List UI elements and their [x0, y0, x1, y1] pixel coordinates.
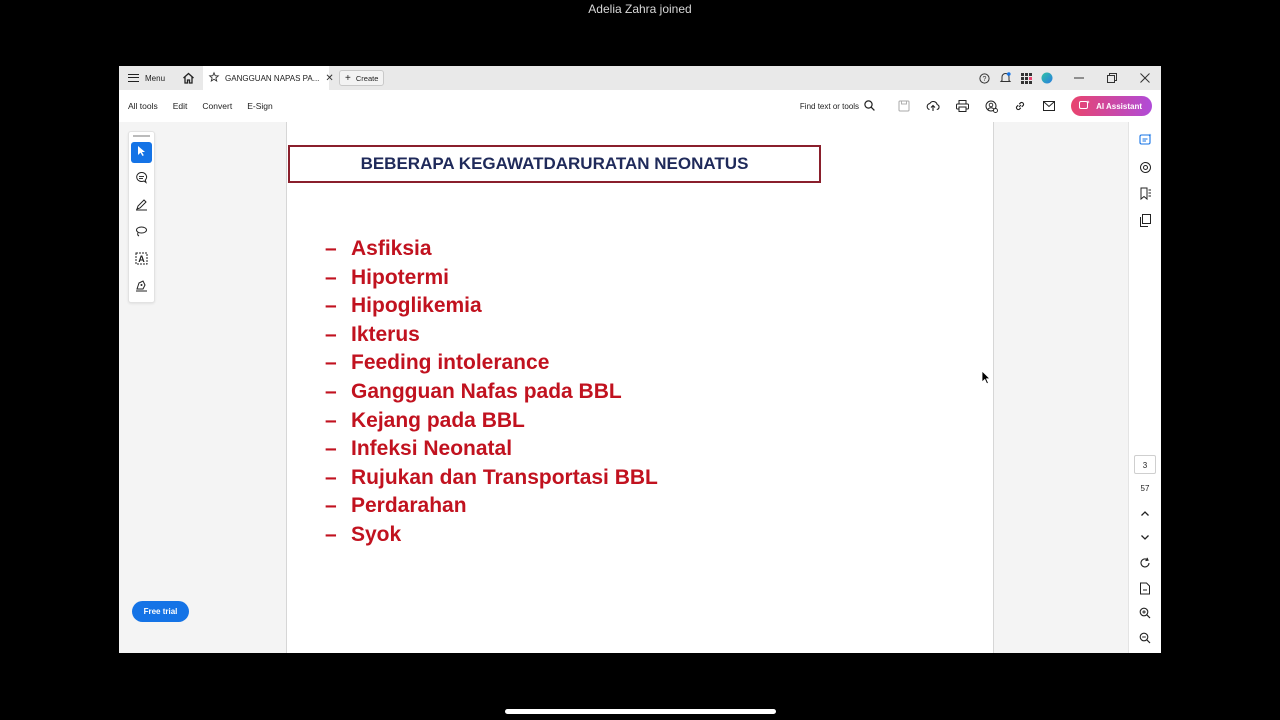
- list-dash: –: [325, 351, 337, 375]
- right-panel: [1128, 122, 1161, 653]
- all-tools-menu[interactable]: All tools: [128, 101, 158, 111]
- svg-text:A: A: [138, 253, 145, 264]
- acrobat-window: [119, 66, 1161, 653]
- comments-panel-icon[interactable]: [1138, 160, 1152, 174]
- convert-menu[interactable]: Convert: [202, 101, 233, 111]
- zoom-out-icon[interactable]: [1138, 631, 1152, 645]
- current-page-input[interactable]: 3: [1134, 455, 1156, 474]
- slide-title: [288, 145, 821, 183]
- emergency-list: [325, 235, 658, 550]
- draw-tool-button[interactable]: [131, 223, 152, 244]
- list-dash: –: [325, 522, 337, 546]
- list-item: [325, 521, 658, 550]
- share-user-icon[interactable]: [984, 99, 998, 113]
- list-item-label: Ikterus: [351, 322, 420, 346]
- star-icon[interactable]: [209, 72, 219, 84]
- list-dash: –: [325, 408, 337, 432]
- bookmarks-icon[interactable]: [1138, 186, 1152, 200]
- list-item-label: Feeding intolerance: [351, 351, 550, 375]
- esign-menu[interactable]: E-Sign: [247, 101, 273, 111]
- text-tool-button[interactable]: [131, 250, 152, 271]
- title-bar-actions: [978, 66, 1161, 90]
- edit-menu[interactable]: Edit: [172, 101, 188, 111]
- text-box-icon: [135, 252, 148, 270]
- find-label: Find text or tools: [799, 101, 860, 111]
- create-button[interactable]: [339, 70, 384, 86]
- list-dash: –: [325, 322, 337, 346]
- tab-title: GANGGUAN NAPAS PA...: [225, 73, 320, 83]
- notification-bell-icon[interactable]: [999, 72, 1011, 84]
- home-indicator[interactable]: [505, 709, 776, 714]
- participant-joined-notice: Adelia Zahra joined: [588, 2, 692, 16]
- list-dash: –: [325, 494, 337, 518]
- list-dash: –: [325, 437, 337, 461]
- left-panel: [119, 122, 286, 653]
- list-item: [325, 464, 658, 493]
- list-item: [325, 264, 658, 293]
- pages-thumbnails-icon[interactable]: [1138, 213, 1152, 227]
- sign-tool-button[interactable]: [131, 277, 152, 298]
- restore-icon[interactable]: [1095, 66, 1128, 90]
- menu-button[interactable]: [128, 74, 165, 83]
- ai-panel-icon[interactable]: [1138, 132, 1152, 146]
- home-icon[interactable]: [181, 71, 195, 85]
- link-icon[interactable]: [1013, 99, 1027, 113]
- highlight-tool-button[interactable]: [131, 196, 152, 217]
- free-trial-button[interactable]: Free trial: [132, 601, 189, 622]
- list-dash: –: [325, 265, 337, 289]
- close-tab-icon[interactable]: ✕: [325, 72, 334, 84]
- select-tool-button[interactable]: [131, 142, 152, 163]
- list-dash: –: [325, 465, 337, 489]
- list-item-label: Hipoglikemia: [351, 294, 482, 318]
- list-item-label: Infeksi Neonatal: [351, 437, 513, 461]
- list-item-label: Perdarahan: [351, 494, 467, 518]
- save-icon[interactable]: [897, 99, 911, 113]
- apps-grid-icon[interactable]: [1020, 72, 1032, 84]
- svg-text:?: ?: [982, 75, 986, 83]
- menu-label: Menu: [145, 73, 166, 83]
- ai-assistant-button[interactable]: [1071, 96, 1152, 116]
- list-item: [325, 492, 658, 521]
- list-item: [325, 321, 658, 350]
- list-item-label: Rujukan dan Transportasi BBL: [351, 465, 658, 489]
- comment-icon: [135, 171, 148, 189]
- ai-assistant-label: AI Assistant: [1096, 101, 1142, 111]
- list-item: [325, 407, 658, 436]
- chevron-up-icon[interactable]: [1138, 506, 1152, 520]
- list-dash: –: [325, 237, 337, 260]
- toolbar-actions: [800, 90, 1152, 122]
- print-icon[interactable]: [955, 99, 969, 113]
- document-viewport[interactable]: [286, 122, 1128, 653]
- search-icon: [864, 100, 875, 113]
- rail-drag-handle[interactable]: [133, 135, 150, 137]
- list-item: [325, 235, 658, 264]
- minimize-icon[interactable]: [1062, 66, 1095, 90]
- cursor-arrow-icon: [136, 144, 147, 162]
- plus-icon: +: [345, 72, 351, 84]
- profile-avatar-icon[interactable]: [1041, 72, 1053, 84]
- page-fit-icon[interactable]: [1138, 581, 1152, 595]
- total-pages: 57: [1140, 484, 1150, 493]
- signature-pen-icon: [135, 279, 148, 297]
- list-item-label: Asfiksia: [351, 237, 432, 260]
- mouse-pointer-icon: [981, 370, 991, 390]
- rotate-icon[interactable]: [1138, 556, 1152, 570]
- help-icon[interactable]: [978, 72, 990, 84]
- list-item-label: Hipotermi: [351, 265, 450, 289]
- hamburger-icon: [128, 74, 139, 82]
- list-item: [325, 349, 658, 378]
- create-label: Create: [355, 73, 379, 83]
- lasso-icon: [135, 225, 148, 243]
- pen-icon: [135, 198, 148, 216]
- list-item-label: Gangguan Nafas pada BBL: [351, 379, 622, 403]
- upload-cloud-icon[interactable]: [926, 99, 940, 113]
- list-item: [325, 435, 658, 464]
- title-bar: [119, 66, 1161, 90]
- document-tab[interactable]: [203, 66, 334, 90]
- chevron-down-icon[interactable]: [1138, 530, 1152, 544]
- slide-title-text: BEBERAPA KEGAWATDARURATAN NEONATUS: [360, 154, 749, 173]
- close-window-icon[interactable]: [1128, 66, 1161, 90]
- zoom-in-icon[interactable]: [1138, 606, 1152, 620]
- quick-tools-rail: [128, 131, 155, 303]
- comment-tool-button[interactable]: [131, 169, 152, 190]
- list-item-label: Kejang pada BBL: [351, 408, 525, 432]
- ai-sparkle-icon: [1079, 100, 1090, 113]
- list-item: [325, 378, 658, 407]
- main-toolbar: [119, 90, 1161, 123]
- list-dash: –: [325, 294, 337, 318]
- pdf-page: [286, 122, 994, 653]
- list-item: [325, 292, 658, 321]
- list-item-label: Syok: [351, 522, 402, 546]
- find-tools-button[interactable]: [800, 100, 875, 113]
- email-icon[interactable]: [1042, 99, 1056, 113]
- list-dash: –: [325, 379, 337, 403]
